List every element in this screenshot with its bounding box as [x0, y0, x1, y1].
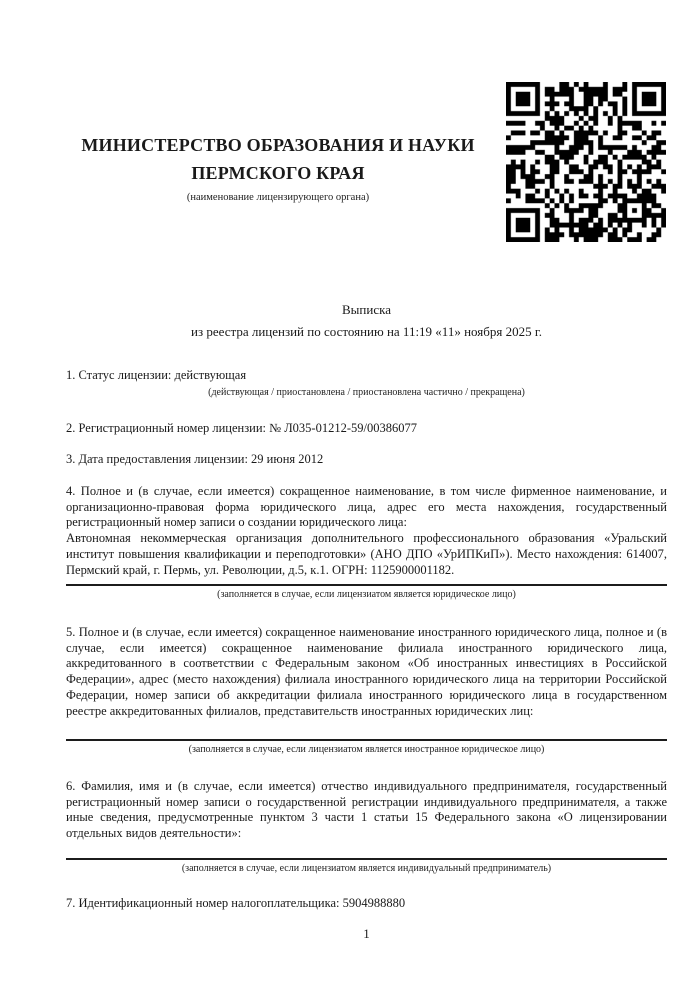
item-5-question: 5. Полное и (в случае, если имеется) сокращенное наименование иностранного юридического лица, полное и (в случае, если имеется) сокращенное наименование филиала иностранного юридического лица, аккредитованного в соответствии с Федеральным законом «Об иностранных инвестициях в Российской Федерации», адрес (место нахождения) филиала иностранного юридического лица на территории Российской Федерации, номер записи об аккредитации филиала иностранного юридического лица в государственном реестре аккредитованных филиалов, представительств иностранных юридических лиц: — [66, 625, 667, 718]
licensing-authority-header — [66, 131, 490, 204]
document-subtitle: из реестра лицензий по состоянию на 11:19 «11» ноября 2025 г. — [191, 324, 542, 339]
item-3-grant-date: 3. Дата предоставления лицензии: 29 июня 2012 — [66, 452, 324, 466]
item-6-question: 6. Фамилия, имя и (в случае, если имеется) отчество индивидуального предпринимателя, государственный регистрационный номер записи о государственной регистрации индивидуального предпринимателя, а также иные сведения, предусмотренные пунктом 3 части 1 статьи 15 Федерального закона «О лицензировании отдельных видов деятельности»: — [66, 779, 667, 841]
item-4-answer: Автономная некоммерческая организация дополнительного профессионального образования «Уральский институт повышения квалификации и переподготовки» (АНО ДПО «УрИПКиП»). Место нахождения: 614007, Пермский край, г. Пермь, ул. Революции, д.5, к.1. ОГРН: 1125900001182. — [66, 531, 667, 577]
document-title: Выписка — [342, 302, 391, 317]
item-6-caption: (заполняется в случае, если лицензиатом является индивидуальный предприниматель) — [181, 863, 552, 874]
item-5-fill-line — [66, 739, 667, 741]
item-1-caption: (действующая / приостановлена / приостановлена частично / прекращена) — [208, 387, 525, 398]
item-1-license-status: 1. Статус лицензии: действующая — [66, 368, 247, 382]
qr-code — [506, 82, 666, 242]
item-6-fill-line — [66, 858, 667, 860]
item-7-taxpayer-number: 7. Идентификационный номер налогоплательщика: 5904988880 — [66, 896, 406, 910]
item-4-fill-line — [66, 584, 667, 586]
item-4-question: 4. Полное и (в случае, если имеется) сокращенное наименование, в том числе фирменное наименование, и организационно-правовая форма юридического лица, адрес его места нахождения, государственный регистрационный номер записи о создании юридического лица: — [66, 484, 667, 530]
item-4-caption: (заполняется в случае, если лицензиатом является юридическое лицо) — [217, 589, 516, 600]
item-5-caption: (заполняется в случае, если лицензиатом является иностранное юридическое лицо) — [188, 744, 545, 755]
ministry-name-line1: МИНИСТЕРСТВО ОБРАЗОВАНИЯ И НАУКИ — [81, 135, 475, 155]
item-4-block — [66, 484, 667, 578]
page-number: 1 — [363, 926, 370, 941]
authority-caption: (наименование лицензирующего органа) — [186, 192, 370, 203]
ministry-name-line2: ПЕРМСКОГО КРАЯ — [191, 163, 365, 183]
document-title-block — [66, 299, 667, 343]
item-2-registration-number: 2. Регистрационный номер лицензии: № Л035-01212-59/00386077 — [66, 421, 417, 435]
